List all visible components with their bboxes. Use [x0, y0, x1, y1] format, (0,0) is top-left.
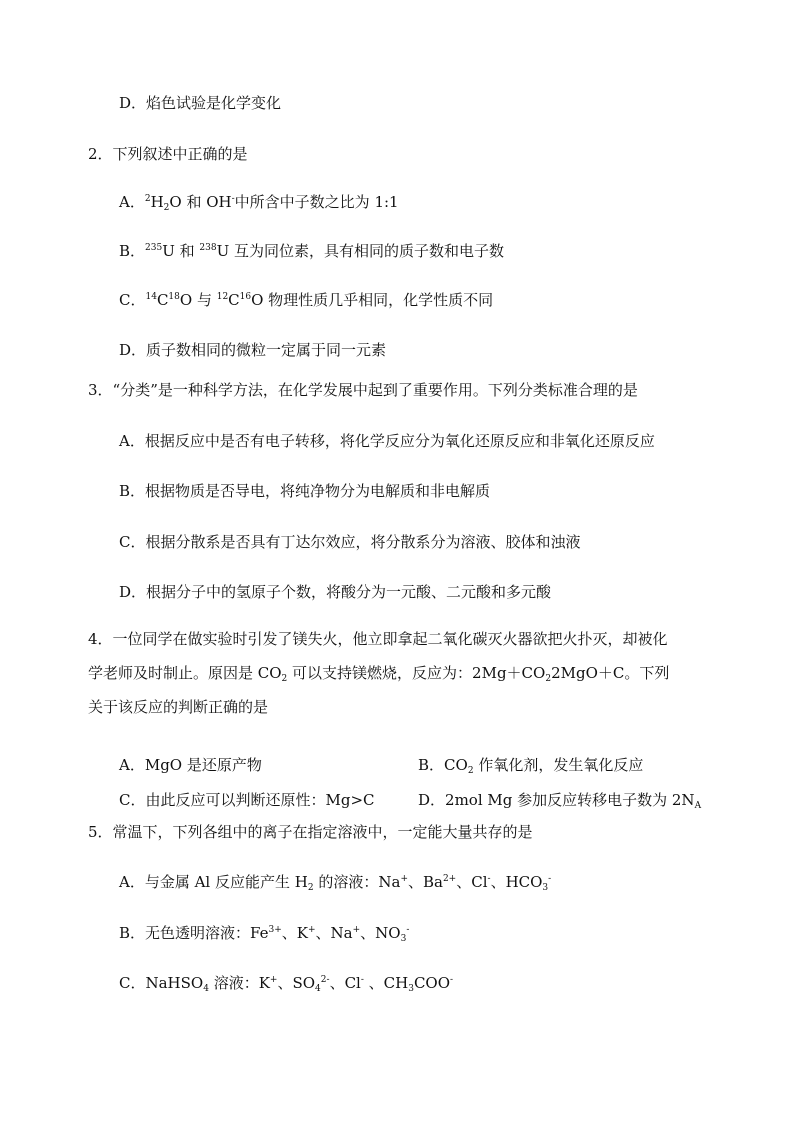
q4-stem-line-2: 学老师及时制止。原因是 $CO_2$ 可以支持镁燃烧，反应为：$2Mg+CO_22MgO+C$。下列 [88, 664, 670, 684]
q4-stem-line-1: 4．一位同学在做实验时引发了镁失火，他立即拿起二氧化碳灭火器欲把火扑灭，却被化 [88, 630, 668, 648]
q5-stem: 5．常温下，下列各组中的离子在指定溶液中，一定能大量共存的是 [88, 823, 533, 841]
q2-stem: 2．下列叙述中正确的是 [88, 145, 248, 163]
q5-option-a: A．与金属 Al 反应能产生 $H_2$ 的溶液：Na+、$Ba^{2+}$、Cl-、$HCO_3^-$ [119, 873, 552, 893]
q2-option-d: D．质子数相同的微粒一定属于同一元素 [119, 341, 387, 359]
q2-option-c: C．$^{14}C^{18}O$ 与 $^{12}C^{16}O$ 物理性质几乎相同，化学性质不同 [119, 291, 494, 309]
q4-option-b: B．$CO_2$ 作氧化剂，发生氧化反应 [418, 756, 644, 776]
q2-option-b: B．$^{235}$U 和 $^{238}$U 互为同位素，具有相同的质子数和电子数 [119, 242, 505, 260]
q1-option-d: D．焰色试验是化学变化 [119, 94, 282, 112]
q3-option-a: A．根据反应中是否有电子转移，将化学反应分为氧化还原反应和非氧化还原反应 [119, 432, 655, 450]
q3-option-d: D．根据分子中的氢原子个数，将酸分为一元酸、二元酸和多元酸 [119, 583, 552, 601]
q4-option-d: D．2mol Mg 参加反应转移电子数为 $2N_A$ [418, 791, 702, 811]
q3-option-b: B．根据物质是否导电，将纯净物分为电解质和非电解质 [119, 482, 491, 500]
q2-option-a: A．$^2H_2O$ 和 OH-中所含中子数之比为 1:1 [119, 193, 399, 213]
q5-option-b: B．无色透明溶液：$Fe^{3+}$、K+、Na+、$NO_3^-$ [119, 924, 410, 944]
q4-option-c: C．由此反应可以判断还原性：Mg>C [119, 791, 375, 809]
q5-option-c: C．NaHSO$_4$ 溶液：K+、$SO_4^{2-}$、Cl- 、$CH_3COO^-$ [119, 974, 454, 994]
q3-stem: 3．“分类”是一种科学方法，在化学发展中起到了重要作用。下列分类标准合理的是 [88, 381, 638, 399]
q3-option-c: C．根据分散系是否具有丁达尔效应，将分散系分为溶液、胶体和浊液 [119, 533, 581, 551]
q4-option-a: A．MgO 是还原产物 [119, 756, 262, 774]
q4-stem-line-3: 关于该反应的判断正确的是 [88, 698, 269, 716]
